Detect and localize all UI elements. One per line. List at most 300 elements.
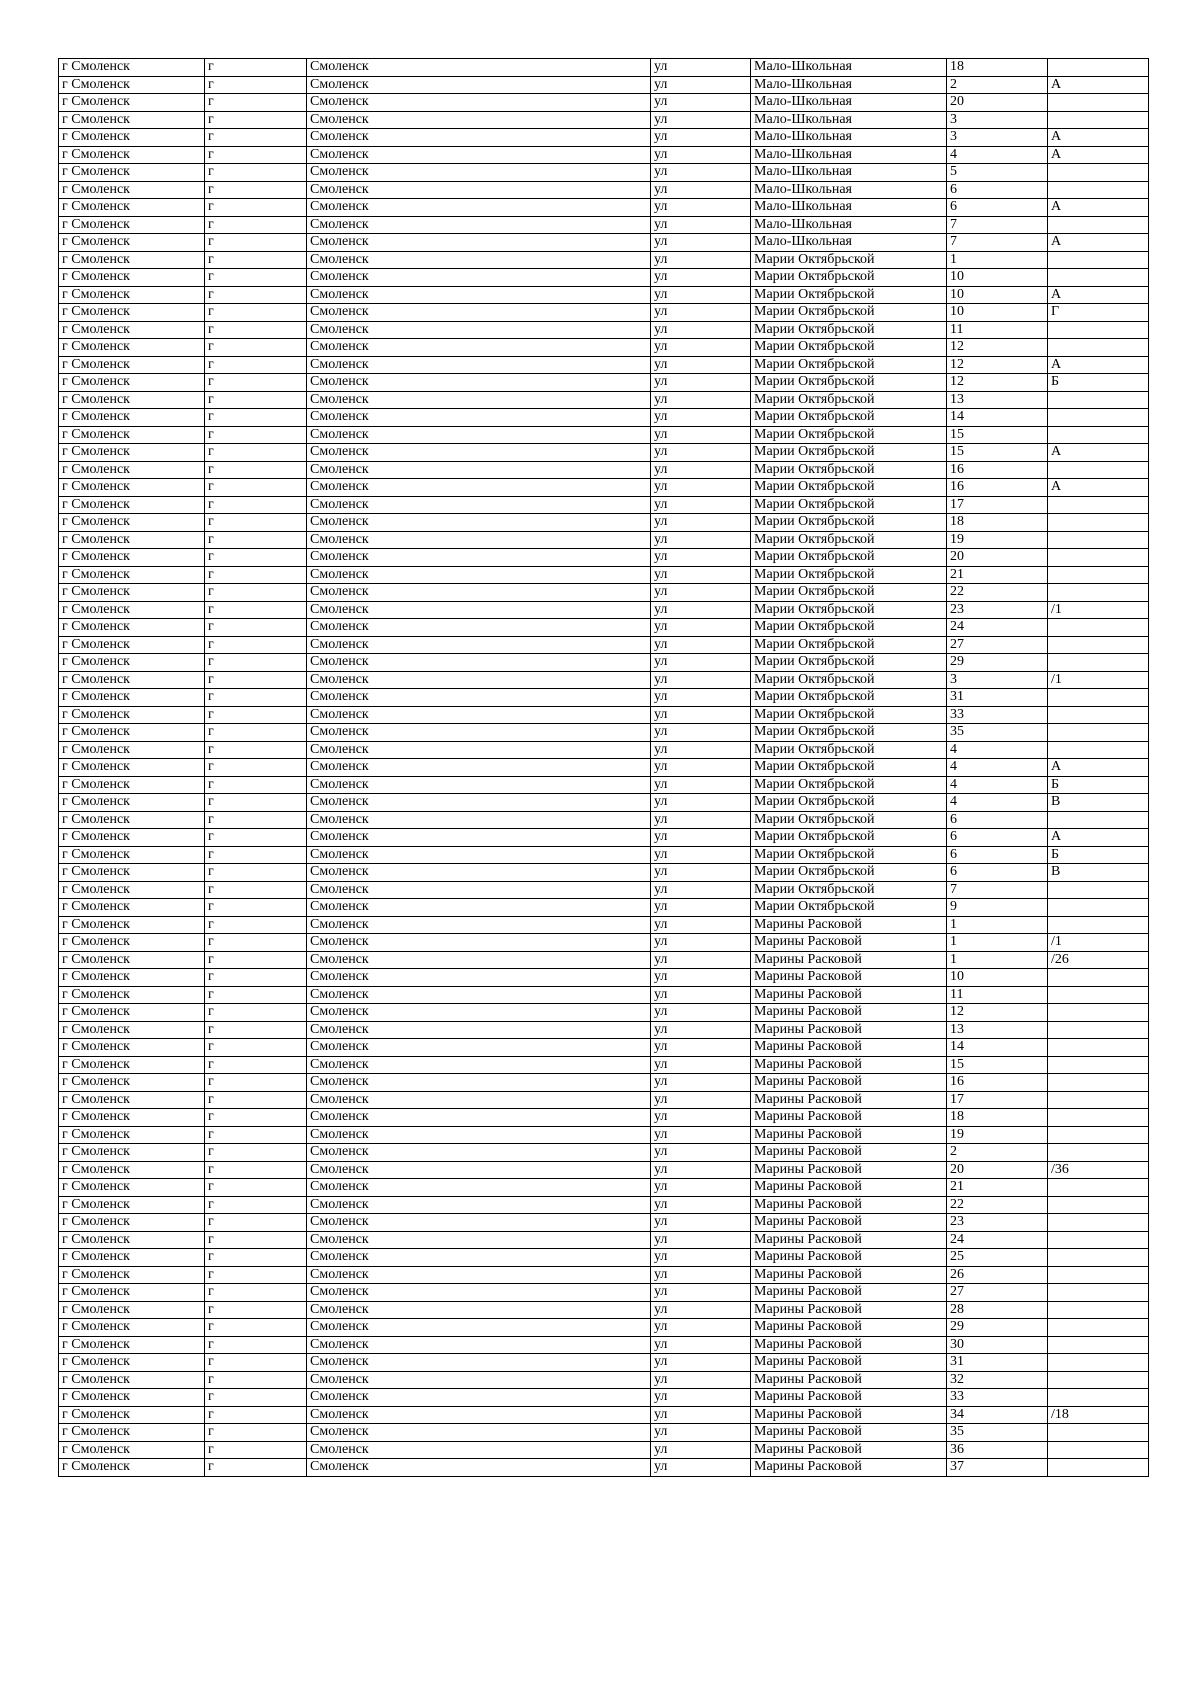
city-cell: Смоленск: [307, 776, 651, 794]
settlement-type-cell: г: [205, 444, 307, 462]
region-cell: г Смоленск: [59, 776, 205, 794]
street-type-cell: ул: [651, 951, 751, 969]
region-cell: г Смоленск: [59, 1406, 205, 1424]
street-name-cell: Мало-Школьная: [751, 199, 947, 217]
street-type-cell: ул: [651, 1021, 751, 1039]
city-cell: Смоленск: [307, 1441, 651, 1459]
city-cell: Смоленск: [307, 706, 651, 724]
street-type-cell: ул: [651, 1039, 751, 1057]
region-cell: г Смоленск: [59, 1371, 205, 1389]
house-number-cell: 25: [947, 1249, 1048, 1267]
street-name-cell: Марины Расковой: [751, 1231, 947, 1249]
house-suffix-cell: А: [1048, 129, 1149, 147]
settlement-type-cell: г: [205, 654, 307, 672]
table-row: [59, 76, 1149, 94]
city-cell: Смоленск: [307, 1074, 651, 1092]
house-suffix-cell: [1048, 409, 1149, 427]
city-cell: Смоленск: [307, 391, 651, 409]
table-row: [59, 724, 1149, 742]
region-cell: г Смоленск: [59, 1441, 205, 1459]
house-number-cell: 29: [947, 1319, 1048, 1337]
house-suffix-cell: [1048, 1074, 1149, 1092]
street-name-cell: Марины Расковой: [751, 1354, 947, 1372]
house-number-cell: 13: [947, 391, 1048, 409]
settlement-type-cell: г: [205, 759, 307, 777]
street-name-cell: Марии Октябрьской: [751, 741, 947, 759]
region-cell: г Смоленск: [59, 94, 205, 112]
house-number-cell: 6: [947, 864, 1048, 882]
city-cell: Смоленск: [307, 164, 651, 182]
house-suffix-cell: [1048, 216, 1149, 234]
house-suffix-cell: [1048, 549, 1149, 567]
street-type-cell: ул: [651, 444, 751, 462]
city-cell: Смоленск: [307, 1389, 651, 1407]
region-cell: г Смоленск: [59, 1336, 205, 1354]
house-suffix-cell: /1: [1048, 671, 1149, 689]
table-row: [59, 1459, 1149, 1477]
street-name-cell: Марии Октябрьской: [751, 304, 947, 322]
table-row: [59, 391, 1149, 409]
street-type-cell: ул: [651, 181, 751, 199]
region-cell: г Смоленск: [59, 514, 205, 532]
settlement-type-cell: г: [205, 1459, 307, 1477]
house-suffix-cell: [1048, 1004, 1149, 1022]
settlement-type-cell: г: [205, 479, 307, 497]
city-cell: Смоленск: [307, 409, 651, 427]
house-suffix-cell: [1048, 811, 1149, 829]
city-cell: Смоленск: [307, 59, 651, 77]
region-cell: г Смоленск: [59, 304, 205, 322]
street-type-cell: ул: [651, 654, 751, 672]
house-number-cell: 7: [947, 881, 1048, 899]
house-number-cell: 34: [947, 1406, 1048, 1424]
region-cell: г Смоленск: [59, 1214, 205, 1232]
house-suffix-cell: Б: [1048, 776, 1149, 794]
house-number-cell: 9: [947, 899, 1048, 917]
street-name-cell: Марии Октябрьской: [751, 444, 947, 462]
region-cell: г Смоленск: [59, 724, 205, 742]
city-cell: Смоленск: [307, 1231, 651, 1249]
house-number-cell: 12: [947, 1004, 1048, 1022]
street-type-cell: ул: [651, 251, 751, 269]
city-cell: Смоленск: [307, 689, 651, 707]
house-suffix-cell: [1048, 1336, 1149, 1354]
street-type-cell: ул: [651, 1056, 751, 1074]
settlement-type-cell: г: [205, 881, 307, 899]
street-type-cell: ул: [651, 216, 751, 234]
region-cell: г Смоленск: [59, 899, 205, 917]
city-cell: Смоленск: [307, 339, 651, 357]
table-row: [59, 881, 1149, 899]
street-name-cell: Марины Расковой: [751, 1144, 947, 1162]
city-cell: Смоленск: [307, 321, 651, 339]
region-cell: г Смоленск: [59, 199, 205, 217]
house-suffix-cell: [1048, 111, 1149, 129]
house-number-cell: 6: [947, 846, 1048, 864]
table-row: [59, 811, 1149, 829]
street-type-cell: ул: [651, 374, 751, 392]
house-number-cell: 17: [947, 1091, 1048, 1109]
region-cell: г Смоленск: [59, 619, 205, 637]
city-cell: Смоленск: [307, 1336, 651, 1354]
table-row: [59, 59, 1149, 77]
table-row: [59, 1441, 1149, 1459]
settlement-type-cell: г: [205, 514, 307, 532]
table-row: [59, 549, 1149, 567]
settlement-type-cell: г: [205, 1039, 307, 1057]
table-row: [59, 146, 1149, 164]
settlement-type-cell: г: [205, 1354, 307, 1372]
street-type-cell: ул: [651, 1179, 751, 1197]
region-cell: г Смоленск: [59, 601, 205, 619]
house-suffix-cell: [1048, 1459, 1149, 1477]
table-row: [59, 1004, 1149, 1022]
house-suffix-cell: [1048, 251, 1149, 269]
settlement-type-cell: г: [205, 636, 307, 654]
region-cell: г Смоленск: [59, 916, 205, 934]
city-cell: Смоленск: [307, 1091, 651, 1109]
house-suffix-cell: [1048, 566, 1149, 584]
house-suffix-cell: А: [1048, 199, 1149, 217]
settlement-type-cell: г: [205, 951, 307, 969]
street-type-cell: ул: [651, 619, 751, 637]
region-cell: г Смоленск: [59, 321, 205, 339]
house-suffix-cell: [1048, 1371, 1149, 1389]
region-cell: г Смоленск: [59, 951, 205, 969]
street-name-cell: Марины Расковой: [751, 1039, 947, 1057]
settlement-type-cell: г: [205, 1249, 307, 1267]
city-cell: Смоленск: [307, 1459, 651, 1477]
house-suffix-cell: [1048, 164, 1149, 182]
street-name-cell: Марины Расковой: [751, 1424, 947, 1442]
house-suffix-cell: [1048, 391, 1149, 409]
city-cell: Смоленск: [307, 741, 651, 759]
street-name-cell: Марии Октябрьской: [751, 601, 947, 619]
house-number-cell: 1: [947, 951, 1048, 969]
street-type-cell: ул: [651, 111, 751, 129]
table-row: [59, 129, 1149, 147]
settlement-type-cell: г: [205, 1389, 307, 1407]
house-suffix-cell: [1048, 689, 1149, 707]
region-cell: г Смоленск: [59, 829, 205, 847]
street-type-cell: ул: [651, 1266, 751, 1284]
street-type-cell: ул: [651, 1091, 751, 1109]
street-name-cell: Марии Октябрьской: [751, 391, 947, 409]
house-suffix-cell: [1048, 1144, 1149, 1162]
house-number-cell: 26: [947, 1266, 1048, 1284]
region-cell: г Смоленск: [59, 1074, 205, 1092]
house-suffix-cell: [1048, 1056, 1149, 1074]
house-suffix-cell: [1048, 496, 1149, 514]
settlement-type-cell: г: [205, 1214, 307, 1232]
house-number-cell: 11: [947, 321, 1048, 339]
house-number-cell: 4: [947, 741, 1048, 759]
house-suffix-cell: Б: [1048, 846, 1149, 864]
street-name-cell: Марии Октябрьской: [751, 619, 947, 637]
region-cell: г Смоленск: [59, 1091, 205, 1109]
settlement-type-cell: г: [205, 811, 307, 829]
table-row: [59, 444, 1149, 462]
region-cell: г Смоленск: [59, 356, 205, 374]
table-row: [59, 496, 1149, 514]
street-name-cell: Марины Расковой: [751, 1406, 947, 1424]
settlement-type-cell: г: [205, 1284, 307, 1302]
house-suffix-cell: [1048, 1179, 1149, 1197]
street-name-cell: Марии Октябрьской: [751, 409, 947, 427]
settlement-type-cell: г: [205, 1319, 307, 1337]
city-cell: Смоленск: [307, 426, 651, 444]
house-number-cell: 20: [947, 94, 1048, 112]
settlement-type-cell: г: [205, 1406, 307, 1424]
street-name-cell: Мало-Школьная: [751, 129, 947, 147]
settlement-type-cell: г: [205, 1424, 307, 1442]
settlement-type-cell: г: [205, 1371, 307, 1389]
region-cell: г Смоленск: [59, 1249, 205, 1267]
house-number-cell: 18: [947, 514, 1048, 532]
street-type-cell: ул: [651, 1231, 751, 1249]
house-number-cell: 12: [947, 356, 1048, 374]
table-row: [59, 1091, 1149, 1109]
region-cell: г Смоленск: [59, 986, 205, 1004]
street-type-cell: ул: [651, 164, 751, 182]
street-type-cell: ул: [651, 1144, 751, 1162]
street-type-cell: ул: [651, 1371, 751, 1389]
settlement-type-cell: г: [205, 1161, 307, 1179]
street-name-cell: Марины Расковой: [751, 1074, 947, 1092]
house-number-cell: 7: [947, 234, 1048, 252]
region-cell: г Смоленск: [59, 881, 205, 899]
house-number-cell: 3: [947, 671, 1048, 689]
house-suffix-cell: [1048, 514, 1149, 532]
region-cell: г Смоленск: [59, 584, 205, 602]
table-row: [59, 461, 1149, 479]
table-row: [59, 1354, 1149, 1372]
house-suffix-cell: [1048, 1196, 1149, 1214]
street-name-cell: Марины Расковой: [751, 1214, 947, 1232]
house-number-cell: 36: [947, 1441, 1048, 1459]
street-type-cell: ул: [651, 1196, 751, 1214]
house-number-cell: 14: [947, 1039, 1048, 1057]
region-cell: г Смоленск: [59, 409, 205, 427]
house-suffix-cell: [1048, 899, 1149, 917]
region-cell: г Смоленск: [59, 1459, 205, 1477]
table-row: [59, 94, 1149, 112]
region-cell: г Смоленск: [59, 654, 205, 672]
table-row: [59, 864, 1149, 882]
house-number-cell: 7: [947, 216, 1048, 234]
city-cell: Смоленск: [307, 461, 651, 479]
table-row: [59, 1319, 1149, 1337]
house-number-cell: 4: [947, 759, 1048, 777]
region-cell: г Смоленск: [59, 864, 205, 882]
street-name-cell: Марины Расковой: [751, 1301, 947, 1319]
house-suffix-cell: А: [1048, 444, 1149, 462]
city-cell: Смоленск: [307, 829, 651, 847]
house-suffix-cell: [1048, 1214, 1149, 1232]
city-cell: Смоленск: [307, 1424, 651, 1442]
table-row: [59, 1021, 1149, 1039]
region-cell: г Смоленск: [59, 461, 205, 479]
region-cell: г Смоленск: [59, 689, 205, 707]
street-name-cell: Марины Расковой: [751, 1319, 947, 1337]
settlement-type-cell: г: [205, 969, 307, 987]
house-number-cell: 17: [947, 496, 1048, 514]
house-number-cell: 29: [947, 654, 1048, 672]
street-name-cell: Марины Расковой: [751, 934, 947, 952]
street-name-cell: Марии Октябрьской: [751, 374, 947, 392]
street-type-cell: ул: [651, 461, 751, 479]
house-number-cell: 28: [947, 1301, 1048, 1319]
street-name-cell: Марины Расковой: [751, 1091, 947, 1109]
table-row: [59, 1144, 1149, 1162]
table-row: [59, 251, 1149, 269]
street-type-cell: ул: [651, 409, 751, 427]
table-row: [59, 1301, 1149, 1319]
house-number-cell: 16: [947, 1074, 1048, 1092]
street-type-cell: ул: [651, 741, 751, 759]
table-row: [59, 1406, 1149, 1424]
table-row: [59, 286, 1149, 304]
street-name-cell: Марии Октябрьской: [751, 286, 947, 304]
region-cell: г Смоленск: [59, 1021, 205, 1039]
house-number-cell: 10: [947, 286, 1048, 304]
house-number-cell: 23: [947, 1214, 1048, 1232]
city-cell: Смоленск: [307, 1109, 651, 1127]
settlement-type-cell: г: [205, 1091, 307, 1109]
city-cell: Смоленск: [307, 549, 651, 567]
region-cell: г Смоленск: [59, 269, 205, 287]
house-number-cell: 10: [947, 969, 1048, 987]
house-number-cell: 30: [947, 1336, 1048, 1354]
street-name-cell: Марины Расковой: [751, 1109, 947, 1127]
street-name-cell: Марии Октябрьской: [751, 654, 947, 672]
city-cell: Смоленск: [307, 566, 651, 584]
city-cell: Смоленск: [307, 234, 651, 252]
house-suffix-cell: /1: [1048, 934, 1149, 952]
city-cell: Смоленск: [307, 1161, 651, 1179]
settlement-type-cell: г: [205, 199, 307, 217]
street-type-cell: ул: [651, 724, 751, 742]
settlement-type-cell: г: [205, 76, 307, 94]
street-type-cell: ул: [651, 1284, 751, 1302]
house-number-cell: 2: [947, 1144, 1048, 1162]
table-row: [59, 321, 1149, 339]
city-cell: Смоленск: [307, 1021, 651, 1039]
city-cell: Смоленск: [307, 356, 651, 374]
city-cell: Смоленск: [307, 1249, 651, 1267]
region-cell: г Смоленск: [59, 1004, 205, 1022]
table-row: [59, 514, 1149, 532]
settlement-type-cell: г: [205, 129, 307, 147]
region-cell: г Смоленск: [59, 934, 205, 952]
street-name-cell: Марии Октябрьской: [751, 566, 947, 584]
region-cell: г Смоленск: [59, 146, 205, 164]
house-suffix-cell: [1048, 1109, 1149, 1127]
city-cell: Смоленск: [307, 94, 651, 112]
settlement-type-cell: г: [205, 601, 307, 619]
city-cell: Смоленск: [307, 111, 651, 129]
table-row: [59, 1161, 1149, 1179]
region-cell: г Смоленск: [59, 374, 205, 392]
house-number-cell: 18: [947, 59, 1048, 77]
region-cell: г Смоленск: [59, 426, 205, 444]
table-row: [59, 584, 1149, 602]
house-suffix-cell: Б: [1048, 374, 1149, 392]
city-cell: Смоленск: [307, 881, 651, 899]
house-suffix-cell: [1048, 724, 1149, 742]
settlement-type-cell: г: [205, 339, 307, 357]
settlement-type-cell: г: [205, 916, 307, 934]
city-cell: Смоленск: [307, 199, 651, 217]
table-row: [59, 409, 1149, 427]
house-number-cell: 12: [947, 339, 1048, 357]
street-name-cell: Марины Расковой: [751, 1441, 947, 1459]
city-cell: Смоленск: [307, 671, 651, 689]
settlement-type-cell: г: [205, 496, 307, 514]
region-cell: г Смоленск: [59, 1301, 205, 1319]
region-cell: г Смоленск: [59, 59, 205, 77]
house-number-cell: 22: [947, 584, 1048, 602]
house-number-cell: 6: [947, 829, 1048, 847]
street-name-cell: Марии Октябрьской: [751, 479, 947, 497]
house-number-cell: 3: [947, 129, 1048, 147]
city-cell: Смоленск: [307, 986, 651, 1004]
house-suffix-cell: А: [1048, 234, 1149, 252]
city-cell: Смоленск: [307, 636, 651, 654]
city-cell: Смоленск: [307, 811, 651, 829]
table-row: [59, 846, 1149, 864]
table-row: [59, 1336, 1149, 1354]
street-type-cell: ул: [651, 339, 751, 357]
table-row: [59, 1371, 1149, 1389]
region-cell: г Смоленск: [59, 129, 205, 147]
house-number-cell: 4: [947, 776, 1048, 794]
house-suffix-cell: [1048, 881, 1149, 899]
street-type-cell: ул: [651, 199, 751, 217]
table-row: [59, 304, 1149, 322]
settlement-type-cell: г: [205, 584, 307, 602]
city-cell: Смоленск: [307, 916, 651, 934]
region-cell: г Смоленск: [59, 286, 205, 304]
settlement-type-cell: г: [205, 724, 307, 742]
table-row: [59, 269, 1149, 287]
street-name-cell: Марины Расковой: [751, 1021, 947, 1039]
house-suffix-cell: А: [1048, 146, 1149, 164]
house-number-cell: 21: [947, 1179, 1048, 1197]
street-name-cell: Марины Расковой: [751, 1126, 947, 1144]
house-suffix-cell: [1048, 461, 1149, 479]
table-row: [59, 164, 1149, 182]
street-type-cell: ул: [651, 934, 751, 952]
street-type-cell: ул: [651, 706, 751, 724]
street-name-cell: Мало-Школьная: [751, 146, 947, 164]
settlement-type-cell: г: [205, 899, 307, 917]
street-name-cell: Марины Расковой: [751, 969, 947, 987]
region-cell: г Смоленск: [59, 1039, 205, 1057]
table-row: [59, 339, 1149, 357]
house-suffix-cell: [1048, 741, 1149, 759]
house-suffix-cell: [1048, 321, 1149, 339]
house-suffix-cell: [1048, 654, 1149, 672]
house-number-cell: 6: [947, 811, 1048, 829]
house-number-cell: 1: [947, 934, 1048, 952]
house-suffix-cell: [1048, 636, 1149, 654]
street-type-cell: ул: [651, 601, 751, 619]
house-suffix-cell: Г: [1048, 304, 1149, 322]
settlement-type-cell: г: [205, 549, 307, 567]
table-row: [59, 671, 1149, 689]
region-cell: г Смоленск: [59, 111, 205, 129]
